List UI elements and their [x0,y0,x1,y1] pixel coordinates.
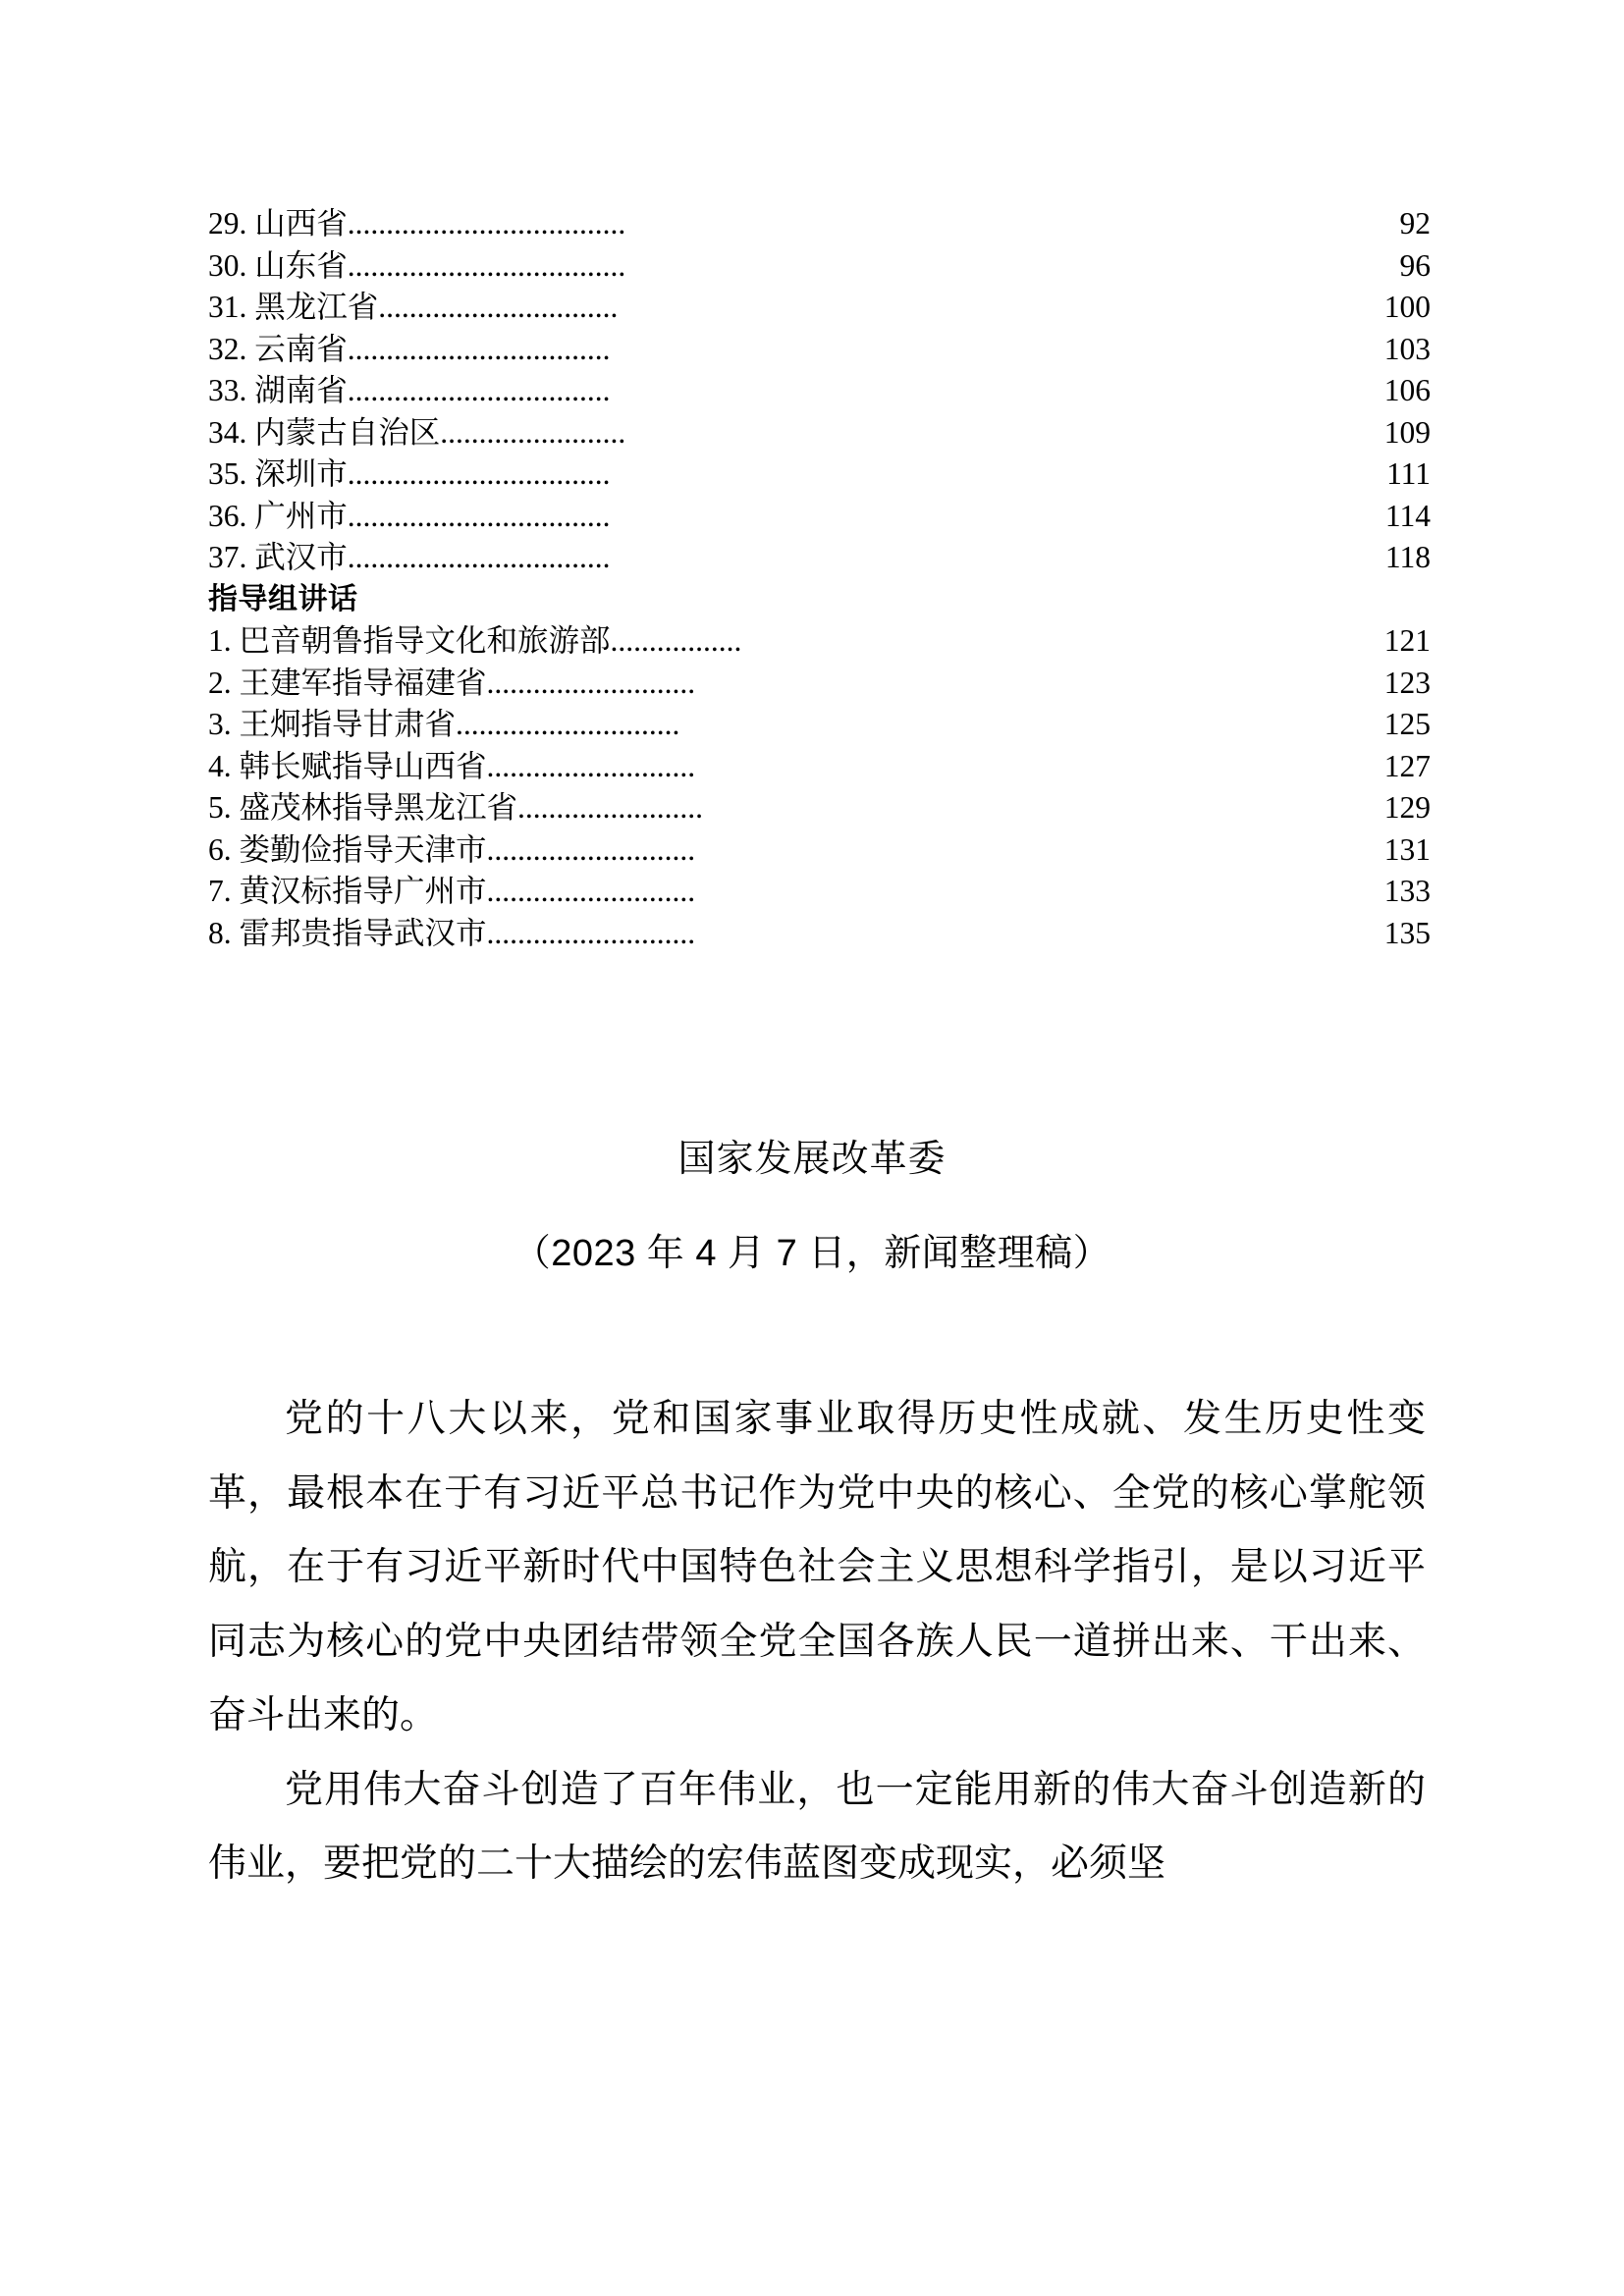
toc-entry-label: 34. 内蒙古自治区 [208,414,441,450]
toc-entry-label: 36. 广州市 [208,498,348,533]
toc-entry[interactable] [208,329,1431,371]
page-title: 国家发展改革委 [677,1139,947,1180]
toc-entry-page: 103 [1383,331,1431,366]
toc-entry[interactable] [208,704,1431,746]
toc-entry-label: 31. 黑龙江省 [208,290,379,324]
toc-entry[interactable] [208,746,1431,788]
toc-leader-dots: .................................. [347,498,611,533]
toc-entry[interactable] [208,620,1431,663]
toc-entry[interactable] [208,287,1431,329]
toc-entry-label: 4. 韩长赋指导山西省 [208,748,487,783]
toc-entry-label: 5. 盛茂林指导黑龙江省 [208,790,518,825]
toc-entry-label: 3. 王炯指导甘肃省 [208,707,457,741]
toc-leader-dots: .................................... [347,206,626,240]
toc-entry-page: 131 [1383,831,1431,867]
toc-entry-label: 6. 娄勤俭指导天津市 [208,831,487,867]
toc-leader-dots: ................. [610,623,742,658]
toc-entry[interactable] [208,913,1431,955]
toc-entry[interactable] [208,203,1431,245]
toc-entry[interactable] [208,663,1431,705]
toc-entry-page: 133 [1383,874,1431,908]
toc-entry-page: 135 [1383,915,1431,950]
toc-entry-label: 8. 雷邦贵指导武汉市 [208,915,487,950]
toc-entry-page: 129 [1383,790,1431,825]
toc-leader-dots: ........................... [486,831,696,867]
toc-entry-label: 33. 湖南省 [208,373,348,407]
toc-entry-page: 121 [1383,623,1431,658]
toc-entry[interactable] [208,871,1431,913]
toc-entry[interactable] [208,537,1431,579]
toc-leader-dots: .................................... [347,247,626,283]
toc-leader-dots: ........................... [486,748,696,783]
toc-entry-page: 118 [1384,540,1431,574]
toc-entry-page: 96 [1399,247,1431,283]
toc-entry-page: 111 [1386,456,1431,491]
toc-entry-label: 37. 武汉市 [208,540,348,574]
toc-entry-label: 1. 巴音朝鲁指导文化和旅游部 [208,623,611,658]
toc-entry-page: 100 [1383,290,1431,324]
toc-leader-dots: .................................. [347,540,611,574]
body-paragraph: 党用伟大奋斗创造了百年伟业，也一定能用新的伟大奋斗创造新的伟业，要把党的二十大描绘的宏伟蓝图变成现实，必须坚 [208,1768,1426,1885]
toc-entry-page: 127 [1383,748,1431,783]
toc-entry[interactable] [208,496,1431,538]
toc-leader-dots: ........................... [486,874,696,908]
toc-entry-label: 2. 王建军指导福建省 [208,665,487,700]
body-paragraph: 党的十八大以来，党和国家事业取得历史性成就、发生历史性变革，最根本在于有习近平总书记作为党中央的核心、全党的核心掌舵领航，在于有习近平新时代中国特色社会主义思想科学指引，是以习近平同志为核心的党中央团结带领全党全国各族人民一道拼出来、干出来、奋斗出来的。 [208,1398,1426,1736]
toc-leader-dots: ............................... [378,290,619,324]
toc-entry-page: 114 [1384,498,1431,533]
toc-entry-label: 32. 云南省 [208,331,348,366]
toc-entry[interactable] [208,412,1431,454]
toc-entry[interactable] [208,454,1431,496]
toc-entry-label: 7. 黄汉标指导广州市 [208,874,487,908]
toc-leader-dots: ........................ [440,414,626,450]
toc-entry-page: 109 [1383,414,1431,450]
toc-entry-page: 123 [1383,665,1431,700]
table-of-contents [208,203,1431,954]
toc-leader-dots: ........................... [486,665,696,700]
toc-leader-dots: .................................. [347,373,611,407]
toc-leader-dots: ........................... [486,915,696,950]
toc-entry[interactable] [208,787,1431,829]
toc-entry-page: 92 [1399,206,1431,240]
toc-entry-label: 30. 山东省 [208,247,348,283]
toc-section-heading: 指导组讲话 [208,582,358,615]
toc-entry[interactable] [208,245,1431,288]
toc-entry[interactable] [208,370,1431,412]
page-subtitle: （2023 年 4 月 7 日，新闻整理稿） [513,1233,1111,1274]
document-body [208,1382,1426,1901]
toc-entry-page: 125 [1383,707,1431,741]
toc-entry[interactable] [208,829,1431,872]
toc-entry-label: 29. 山西省 [208,206,348,240]
toc-entry-page: 106 [1383,373,1431,407]
toc-leader-dots: ........................ [517,790,704,825]
toc-leader-dots: .................................. [347,331,611,366]
toc-leader-dots: ............................. [456,707,680,741]
toc-entry-label: 35. 深圳市 [208,456,348,491]
toc-leader-dots: .................................. [347,456,611,491]
